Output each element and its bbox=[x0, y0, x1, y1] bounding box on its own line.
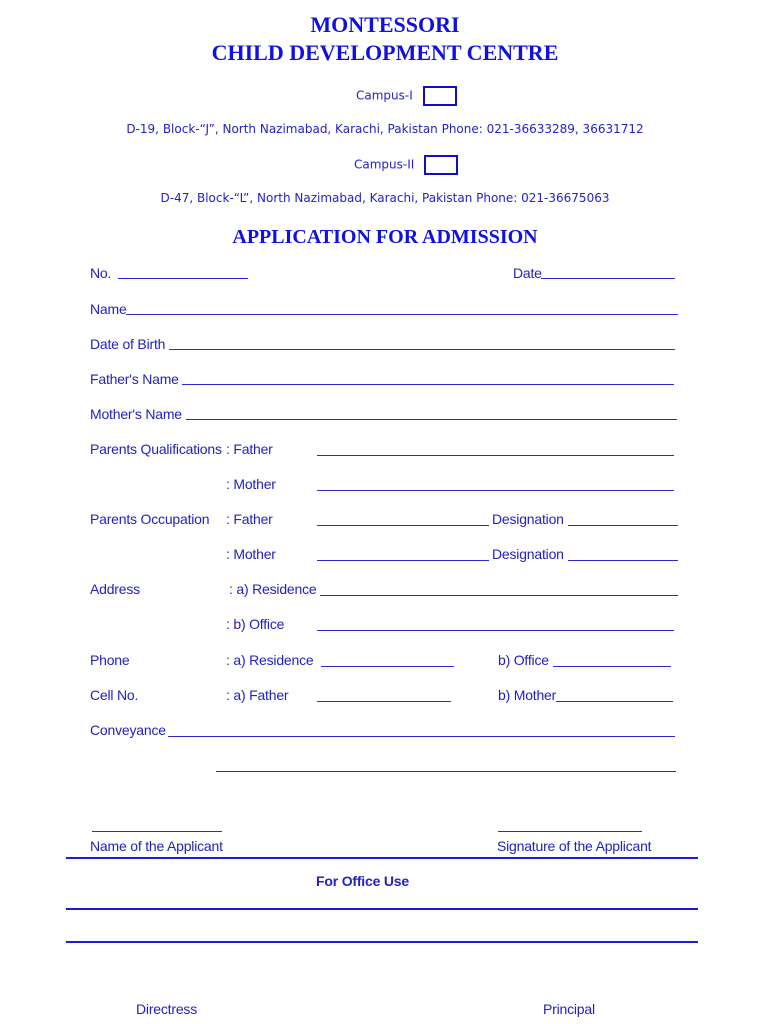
cell-mother-label: b) Mother bbox=[498, 687, 557, 703]
father-name-label: Father's Name bbox=[90, 371, 179, 387]
conveyance-field[interactable] bbox=[168, 736, 675, 737]
dob-field[interactable] bbox=[169, 349, 675, 350]
applicant-signature-label: Signature of the Applicant bbox=[497, 838, 652, 854]
cell-label: Cell No. bbox=[90, 687, 139, 703]
campus2-row bbox=[354, 155, 458, 175]
designation1-label: Designation bbox=[492, 511, 564, 527]
name-label: Name bbox=[90, 301, 127, 317]
conveyance-field-continued[interactable] bbox=[216, 771, 676, 772]
no-field[interactable] bbox=[118, 278, 248, 279]
addr-residence-label: : a) Residence bbox=[229, 581, 317, 597]
qual-mother-field[interactable] bbox=[317, 490, 674, 491]
school-name: MONTESSORI bbox=[310, 12, 460, 37]
cell-father-label: : a) Father bbox=[226, 687, 289, 703]
qual-father-label: : Father bbox=[226, 441, 273, 457]
directress-label: Directress bbox=[136, 1001, 198, 1017]
cell-father-field[interactable] bbox=[317, 701, 451, 702]
addr-residence-field[interactable] bbox=[320, 595, 678, 596]
name-field[interactable] bbox=[126, 314, 678, 315]
date-label: Date bbox=[513, 265, 542, 281]
cell-mother-field[interactable] bbox=[556, 701, 673, 702]
date-field[interactable] bbox=[541, 278, 675, 279]
campus1-checkbox[interactable] bbox=[423, 86, 457, 106]
office-use-heading: For Office Use bbox=[316, 873, 409, 889]
applicant-name-label: Name of the Applicant bbox=[90, 838, 223, 854]
campus2-label: Campus-II bbox=[354, 157, 415, 172]
designation2-label: Designation bbox=[492, 546, 564, 562]
designation1-field[interactable] bbox=[568, 525, 678, 526]
qual-father-field[interactable] bbox=[317, 455, 674, 456]
phone-office-label: b) Office bbox=[498, 652, 549, 668]
no-label: No. bbox=[90, 265, 112, 281]
centre-name: CHILD DEVELOPMENT CENTRE bbox=[211, 40, 559, 65]
mother-name-label: Mother's Name bbox=[90, 406, 182, 422]
addr-office-label: : b) Office bbox=[226, 616, 285, 632]
address-label: Address bbox=[90, 581, 140, 597]
campus1-label: Campus-I bbox=[356, 88, 413, 103]
campus2-address: D-47, Block-“L”, North Nazimabad, Karachi, Pakistan Phone: 021-36675063 bbox=[160, 191, 610, 205]
occ-mother-field[interactable] bbox=[317, 560, 489, 561]
phone-residence-field[interactable] bbox=[321, 666, 454, 667]
dob-label: Date of Birth bbox=[90, 336, 166, 352]
office-divider-bottom bbox=[66, 941, 698, 943]
qual-mother-label: : Mother bbox=[226, 476, 276, 492]
applicant-name-line[interactable] bbox=[92, 831, 222, 832]
addr-office-field[interactable] bbox=[317, 630, 674, 631]
phone-residence-label: : a) Residence bbox=[226, 652, 314, 668]
principal-label: Principal bbox=[543, 1001, 595, 1017]
office-divider-middle bbox=[66, 908, 698, 910]
applicant-signature-line[interactable] bbox=[498, 831, 642, 832]
campus1-row bbox=[356, 86, 457, 106]
parents-qualifications-label: Parents Qualifications bbox=[90, 441, 222, 457]
mother-name-field[interactable] bbox=[186, 419, 677, 420]
campus1-address: D-19, Block-“J”, North Nazimabad, Karachi, Pakistan Phone: 021-36633289, 36631712 bbox=[126, 122, 644, 136]
occ-mother-label: : Mother bbox=[226, 546, 276, 562]
form-title: APPLICATION FOR ADMISSION bbox=[232, 226, 538, 248]
father-name-field[interactable] bbox=[182, 384, 674, 385]
phone-label: Phone bbox=[90, 652, 130, 668]
designation2-field[interactable] bbox=[568, 560, 678, 561]
office-divider-top bbox=[66, 857, 698, 859]
conveyance-label: Conveyance bbox=[90, 722, 166, 738]
campus2-checkbox[interactable] bbox=[424, 155, 458, 175]
parents-occupation-label: Parents Occupation bbox=[90, 511, 210, 527]
occ-father-label: : Father bbox=[226, 511, 273, 527]
phone-office-field[interactable] bbox=[553, 666, 671, 667]
occ-father-field[interactable] bbox=[317, 525, 489, 526]
